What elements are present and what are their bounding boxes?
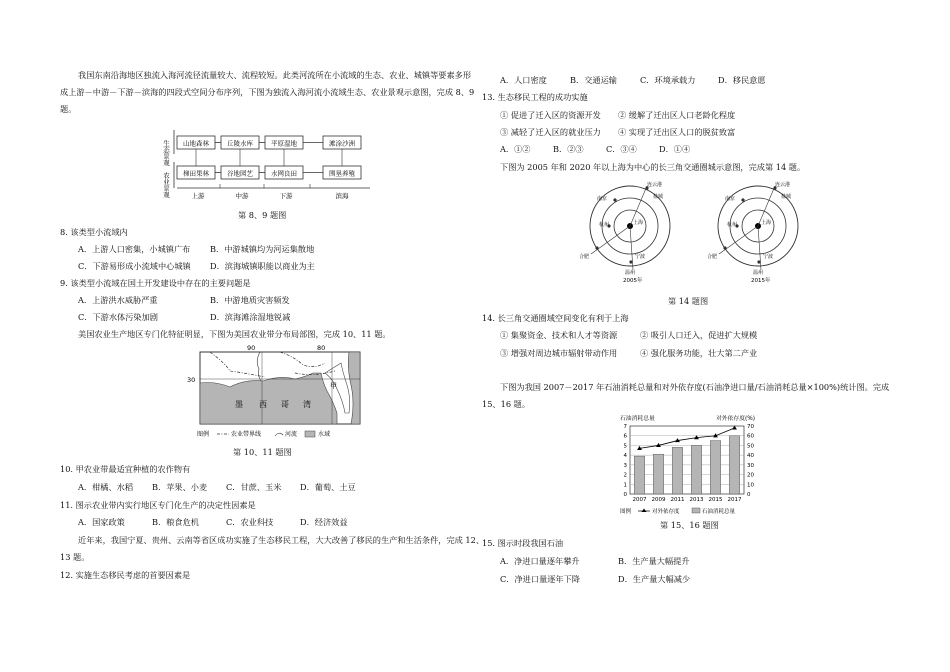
q14-item-2: ② 吸引人口迁入，促进扩大规模 — [640, 330, 758, 340]
city-hangzhou-a: 杭州 — [599, 222, 610, 228]
q11-option-a[interactable]: A．国家政策 — [78, 517, 125, 527]
fig-15-16-caption: 第 15、16 题图 — [660, 520, 719, 530]
legend-river: 河流 — [285, 431, 298, 438]
city-lianyungang-b: 连云港 — [775, 182, 791, 188]
chart-ytick-left: 7 — [623, 424, 627, 430]
yrd-circle-2005 — [575, 178, 685, 288]
box-valley-horticulture: 谷地园艺 — [227, 169, 253, 178]
chart-legend-bar: 石油消耗总量 — [702, 509, 736, 515]
question-13: 13. 生态移民工程的成功实施 — [482, 92, 588, 102]
city-nanjing-a: 南京 — [597, 196, 608, 202]
legend-water: 水域 — [318, 431, 331, 438]
chart-xtick: 2007 — [632, 497, 647, 503]
q13-item-2: ② 缓解了迁出区人口老龄化程度 — [618, 110, 736, 120]
chart-ylabel-right: 对外依存度(%) — [716, 416, 756, 422]
fig-14-caption: 第 14 题图 — [668, 296, 709, 306]
oil-chart — [612, 412, 772, 516]
question-15: 15. 图示时段我国石油 — [482, 538, 564, 548]
chart-ytick-right: 30 — [747, 462, 754, 469]
chart-bar — [710, 441, 720, 494]
chart-xtick: 2017 — [727, 497, 742, 503]
question-11: 11. 图示农业带内实行地区专门化生产的决定性因素是 — [60, 500, 256, 510]
q15-option-a[interactable]: A．净进口量逐年攀升 — [500, 556, 580, 566]
q15-option-d[interactable]: D．生产量大幅减少 — [618, 574, 691, 584]
city-hefei-b: 合肥 — [707, 254, 718, 260]
q14-item-4: ④ 强化服务功能，壮大第二产业 — [640, 348, 758, 358]
chart-ylabel-left: 石油消耗总量 — [620, 416, 655, 422]
side-label-agri: 农业景观 — [162, 172, 170, 198]
q12-option-d[interactable]: D．移民意愿 — [718, 75, 766, 85]
intro-8-9-line3: 题。 — [60, 104, 77, 114]
gulf-char-2: 西 — [259, 400, 267, 409]
chart-xtick: 2013 — [689, 497, 704, 503]
q10-option-a[interactable]: A．柑橘、水稻 — [78, 482, 134, 492]
chart-ytick-left: 2 — [623, 472, 627, 479]
q10-option-c[interactable]: C．甘蔗、玉米 — [226, 482, 282, 492]
q11-option-b[interactable]: B．粮食危机 — [152, 517, 199, 527]
q9-option-d[interactable]: D．滨海滩涂湿地锐减 — [210, 312, 291, 322]
fig-8-9-caption: 第 8、9 题图 — [238, 210, 287, 220]
segment-upstream: 上游 — [191, 192, 205, 200]
box-hill-reservoir: 丘陵水库 — [227, 139, 253, 148]
chart-xtick: 2009 — [651, 497, 666, 503]
q15-option-c[interactable]: C．净进口量逐年下降 — [500, 574, 580, 584]
city-wenzhou-a: 温州 — [625, 270, 636, 276]
city-lianyungang-a: 连云港 — [647, 182, 663, 188]
q13-item-1: ① 促进了迁入区的资源开发 — [500, 110, 601, 120]
chart-ytick-right: 70 — [747, 424, 754, 430]
question-12: 12. 实施生态移民考虑的首要因素是 — [60, 570, 191, 580]
chart-ytick-right: 0 — [747, 492, 751, 498]
q8-option-a[interactable]: A．上游人口密集，小城镇广布 — [78, 244, 191, 254]
q15-option-b[interactable]: B．生产量大幅提升 — [618, 556, 690, 566]
segment-coastal: 滨海 — [335, 192, 349, 200]
chart-bar — [634, 456, 644, 494]
chart-legend-line: 对外依存度 — [652, 509, 680, 515]
chart-ytick-left: 0 — [623, 492, 627, 498]
chart-frame — [630, 426, 744, 494]
question-8: 8. 该类型小流域内 — [60, 227, 128, 237]
year-2005: 2005年 — [623, 278, 643, 284]
q13-option-c[interactable]: C．③④ — [606, 144, 637, 154]
city-yancheng-a: 盐城 — [653, 194, 664, 200]
city-ningbo-a: 宁波 — [635, 254, 646, 260]
q9-option-c[interactable]: C．下游水体污染加剧 — [78, 312, 158, 322]
chart-ytick-right: 60 — [747, 433, 754, 440]
box-terrace-orchard: 梯田果林 — [183, 169, 209, 178]
q13-option-a[interactable]: A．①② — [500, 144, 531, 154]
chart-xtick: 2015 — [708, 497, 723, 503]
city-hefei-a: 合肥 — [579, 254, 590, 260]
year-2015: 2015年 — [751, 278, 771, 284]
chart-ytick-left: 3 — [623, 462, 627, 469]
chart-bar — [729, 436, 739, 494]
gulf-char-1: 墨 — [235, 400, 243, 409]
intro-12-13-line2: 13 题。 — [60, 552, 90, 562]
q13-item-3: ③ 减轻了迁入区的就业压力 — [500, 127, 601, 137]
side-label-eco: 生态景观 — [162, 140, 170, 166]
intro-14: 下图为 2005 年和 2020 年以上海为中心的长三角交通圈城示意图，完成第 14 题。 — [500, 162, 806, 172]
box-paddy-fields: 水网良田 — [271, 169, 297, 178]
q12-option-a[interactable]: A．人口密度 — [500, 75, 547, 85]
q12-option-c[interactable]: C．环境承载力 — [640, 75, 696, 85]
segment-downstream: 下游 — [279, 192, 293, 200]
q8-option-c[interactable]: C．下游易形成小流域中心城镇 — [78, 261, 191, 271]
box-reclaimed-aquaculture: 围垦养殖 — [329, 169, 355, 178]
q11-option-c[interactable]: C．农业科技 — [226, 517, 274, 527]
lon-90: 90 — [247, 344, 256, 352]
landscape-diagram — [160, 126, 390, 206]
city-nanjing-b: 南京 — [725, 196, 736, 202]
intro-10-11: 美国农业生产地区专门化特征明显，下图为美国农业带分布局部图，完成 10、11 题。 — [78, 329, 391, 339]
box-plain-wetland: 平原湿地 — [271, 139, 297, 148]
us-agriculture-map — [185, 343, 375, 443]
q13-option-d[interactable]: D．①④ — [659, 144, 691, 154]
q11-option-d[interactable]: D．经济效益 — [300, 517, 348, 527]
q9-option-b[interactable]: B．中游地质灾害频发 — [210, 295, 290, 305]
map-legend-title: 图例 — [197, 431, 210, 438]
box-tidal-flat: 滩涂沙洲 — [329, 139, 355, 148]
label-jia: 甲 — [330, 382, 337, 390]
intro-12-13-line1: 近年来，我国宁夏、贵州、云南等省区成功实施了生态移民工程，大大改善了移民的生产和生活条件，完成 12、 — [78, 535, 485, 545]
chart-ytick-left: 1 — [623, 482, 627, 489]
city-ningbo-b: 宁波 — [763, 254, 774, 260]
lon-80: 80 — [317, 344, 326, 352]
chart-legend-title: 图例 — [620, 509, 632, 515]
intro-15-16-line1: 下图为我国 2007－2017 年石油消耗总量和对外依存度(石油净进口量/石油消耗总量×100%)统计图。完成 — [500, 382, 890, 392]
q10-option-b[interactable]: B．苹果、小麦 — [152, 482, 208, 492]
chart-ytick-left: 5 — [623, 443, 627, 450]
gulf-char-4: 湾 — [303, 400, 311, 409]
lat-30: 30 — [187, 376, 196, 384]
chart-ytick-left: 6 — [623, 433, 627, 440]
q14-item-1: ① 集聚资金、技术和人才等资源 — [500, 330, 618, 340]
city-yancheng-b: 盐城 — [781, 194, 792, 200]
intro-8-9-line1: 我国东南沿海地区独流入海河流径流量较大、流程较短。此类河流所在小流域的生态、农业、城镇等要素多形 — [78, 70, 472, 80]
q13-option-b[interactable]: B．②③ — [553, 144, 584, 154]
chart-ytick-right: 10 — [747, 482, 754, 489]
q8-option-d[interactable]: D．滨海城镇职能以商业为主 — [210, 261, 315, 271]
legend-belt-boundary: 农业带界线 — [231, 431, 262, 438]
question-9: 9. 该类型小流域在国土开发建设中存在的主要问题是 — [60, 278, 251, 288]
chart-bar — [672, 447, 682, 494]
chart-bar — [691, 445, 701, 494]
chart-ytick-left: 4 — [623, 453, 627, 460]
box-mountain-forest: 山地森林 — [183, 139, 209, 148]
city-hangzhou-b: 杭州 — [727, 222, 738, 228]
segment-midstream: 中游 — [235, 192, 249, 200]
intro-8-9-line2: 成上游－中游－下游－滨海的四段式空间分布序列，下图为独流入海河流小流域生态、农业景观示意图，完成 8、9 — [60, 87, 475, 97]
q9-option-a[interactable]: A．上游洪水威胁严重 — [78, 295, 158, 305]
chart-bar — [653, 454, 663, 494]
question-14: 14. 长三角交通圈域空间变化有利于上海 — [482, 313, 629, 323]
yrd-circle-2015 — [703, 178, 813, 288]
q14-item-3: ③ 增强对周边城市辐射带动作用 — [500, 348, 618, 358]
chart-ytick-right: 40 — [747, 453, 754, 460]
city-shanghai-b: 上海 — [761, 220, 772, 226]
city-shanghai-a: 上海 — [633, 220, 644, 226]
chart-xtick: 2011 — [670, 497, 685, 503]
q10-option-d[interactable]: D．葡萄、土豆 — [300, 482, 356, 492]
question-10: 10. 甲农业带最适宜种植的农作物有 — [60, 464, 191, 474]
chart-ytick-right: 20 — [747, 472, 754, 479]
gulf-char-3: 哥 — [281, 400, 289, 409]
city-wenzhou-b: 温州 — [753, 270, 764, 276]
q8-option-b[interactable]: B．中游城镇均为河运集散地 — [210, 244, 315, 254]
chart-ytick-right: 50 — [747, 443, 754, 450]
fig-10-11-caption: 第 10、11 题图 — [233, 447, 292, 457]
q12-option-b[interactable]: B．交通运输 — [570, 75, 617, 85]
intro-15-16-line2: 15、16 题。 — [482, 399, 531, 409]
q13-item-4: ④ 实现了迁出区人口的脱贫致富 — [618, 127, 736, 137]
